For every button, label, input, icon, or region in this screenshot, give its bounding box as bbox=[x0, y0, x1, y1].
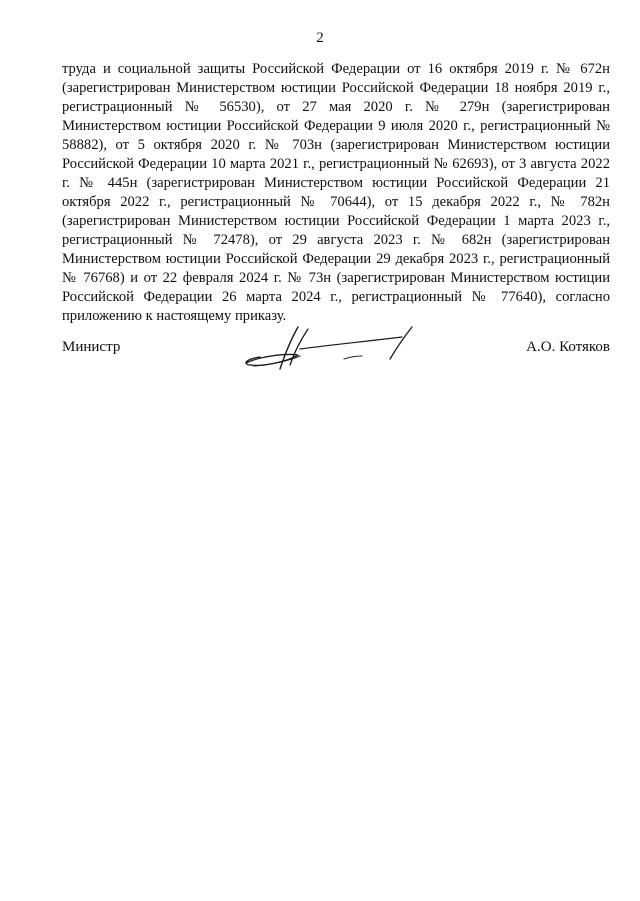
signatory-title: Министр bbox=[62, 339, 121, 355]
body-paragraph: труда и социальной защиты Российской Федерации от 16 октября 2019 г. № 672н (зарегистрирован Министерством юстиции Российской Федерации 18 ноября 2019 г., регистрационный № 56530), от 27 мая 2020 г. № 279н (зарегистрирован Министерством юстиции Российской Федерации 9 июля 2020 г., регистрационный № 58882), от 5 октября 2020 г. № 703н (зарегистрирован Министерством юстиции Российской Федерации 10 марта 2021 г., регистрационный № 62693), от 3 августа 2022 г. № 445н (зарегистрирован Министерством юстиции Российской Федерации 21 октября 2022 г., регистрационный № 70644), от 15 декабря 2022 г., № 782н (зарегистрирован Министерством юстиции Российской Федерации 1 марта 2023 г., регистрационный № 72478), от 29 августа 2023 г. № 682н (зарегистрирован Министерством юстиции Российской Федерации 29 декабря 2023 г., регистрационный № 76768) и от 22 февраля 2024 г. № 73н (зарегистрирован Министерством юстиции Российской Федерации 26 марта 2024 г., регистрационный № 77640), согласно приложению к настоящему приказу. bbox=[62, 61, 610, 324]
signatory-name: А.О. Котяков bbox=[526, 339, 610, 355]
page-number: 2 bbox=[316, 30, 324, 46]
signature-block bbox=[62, 335, 610, 375]
handwritten-signature-icon bbox=[240, 319, 420, 375]
